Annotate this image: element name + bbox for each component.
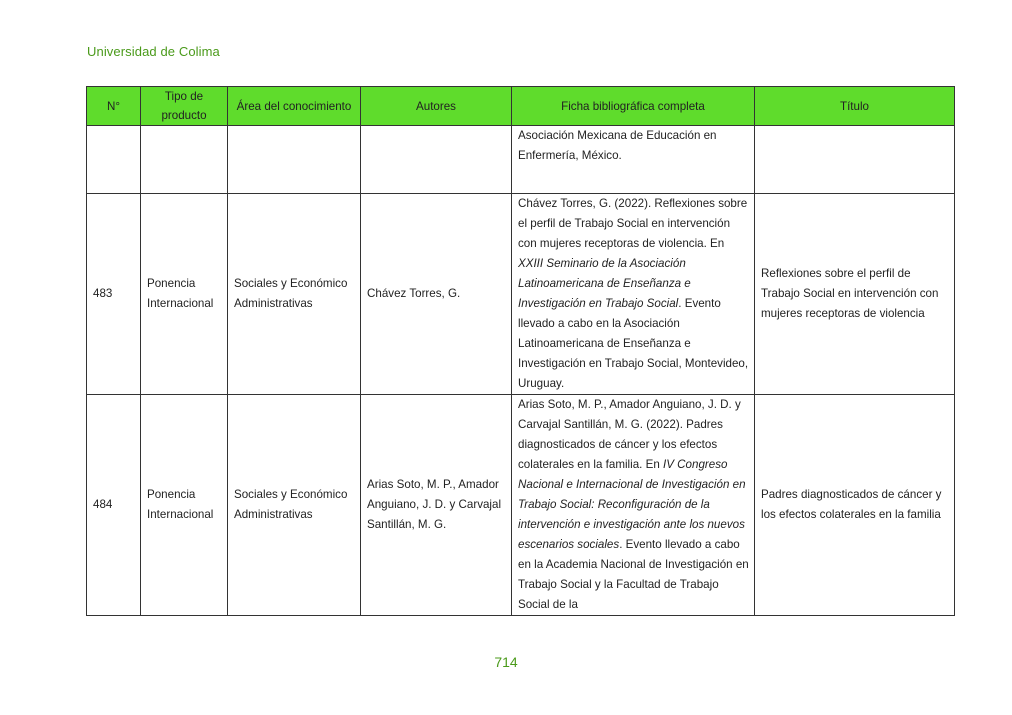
bibliography-table: [86, 86, 955, 616]
cell-num: 484: [87, 395, 141, 616]
institution-header: Universidad de Colima: [87, 44, 220, 59]
cell-num: 483: [87, 194, 141, 395]
column-header-tipo: Tipo de producto: [141, 87, 228, 126]
cell-tipo: Ponencia Internacional: [141, 395, 228, 616]
cell-ficha: [512, 395, 755, 616]
ficha-segment-italic: XXIII Seminario de la Asociación Latinoamericana de Enseñanza e Investigación en Trabajo Social: [518, 257, 691, 310]
table-row: [87, 194, 955, 395]
cell-titulo: [755, 126, 955, 194]
table-row: [87, 126, 955, 194]
cell-num: [87, 126, 141, 194]
ficha-segment: Arias Soto, M. P., Amador Anguiano, J. D. y Carvajal Santillán, M. G. (2022). Padres diagnosticados de cáncer y los efectos colaterales en la familia. En: [518, 398, 741, 471]
ficha-segment-italic: IV Congreso Nacional e Internacional de Investigación en Trabajo Social: Reconfiguración de la intervención e investigación ante los nuevos escenarios sociales: [518, 458, 746, 551]
cell-autores: Arias Soto, M. P., Amador Anguiano, J. D. y Carvajal Santillán, M. G.: [361, 395, 512, 616]
cell-autores: Chávez Torres, G.: [361, 194, 512, 395]
cell-area: Sociales y Económico Administrativas: [228, 194, 361, 395]
ficha-segment: . Evento llevado a cabo en la Asociación Latinoamericana de Enseñanza e Investigación en Trabajo Social, Montevideo, Uruguay.: [518, 297, 749, 390]
cell-titulo: Reflexiones sobre el perfil de Trabajo Social en intervención con mujeres receptoras de violencia: [755, 194, 955, 395]
cell-tipo: Ponencia Internacional: [141, 194, 228, 395]
ficha-segment: Chávez Torres, G. (2022). Reflexiones sobre el perfil de Trabajo Social en intervención con mujeres receptoras de violencia. En: [518, 197, 748, 250]
page-number: 714: [494, 654, 518, 670]
column-header-area: Área del conocimiento: [228, 87, 361, 126]
table-row: [87, 395, 955, 616]
table-header-row: [87, 87, 955, 126]
cell-ficha: [512, 194, 755, 395]
cell-ficha: [512, 126, 755, 194]
cell-area: [228, 126, 361, 194]
cell-titulo: Padres diagnosticados de cáncer y los efectos colaterales en la familia: [755, 395, 955, 616]
ficha-segment: Asociación Mexicana de Educación en Enfermería, México.: [518, 129, 717, 162]
column-header-num: N°: [87, 87, 141, 126]
cell-tipo: [141, 126, 228, 194]
cell-area: Sociales y Económico Administrativas: [228, 395, 361, 616]
cell-autores: [361, 126, 512, 194]
ficha-segment: . Evento llevado a cabo en la Academia Nacional de Investigación en Trabajo Social y la Facultad de Trabajo Social de la: [518, 538, 749, 611]
column-header-titulo: Título: [755, 87, 955, 126]
column-header-autores: Autores: [361, 87, 512, 126]
column-header-ficha: Ficha bibliográfica completa: [512, 87, 755, 126]
